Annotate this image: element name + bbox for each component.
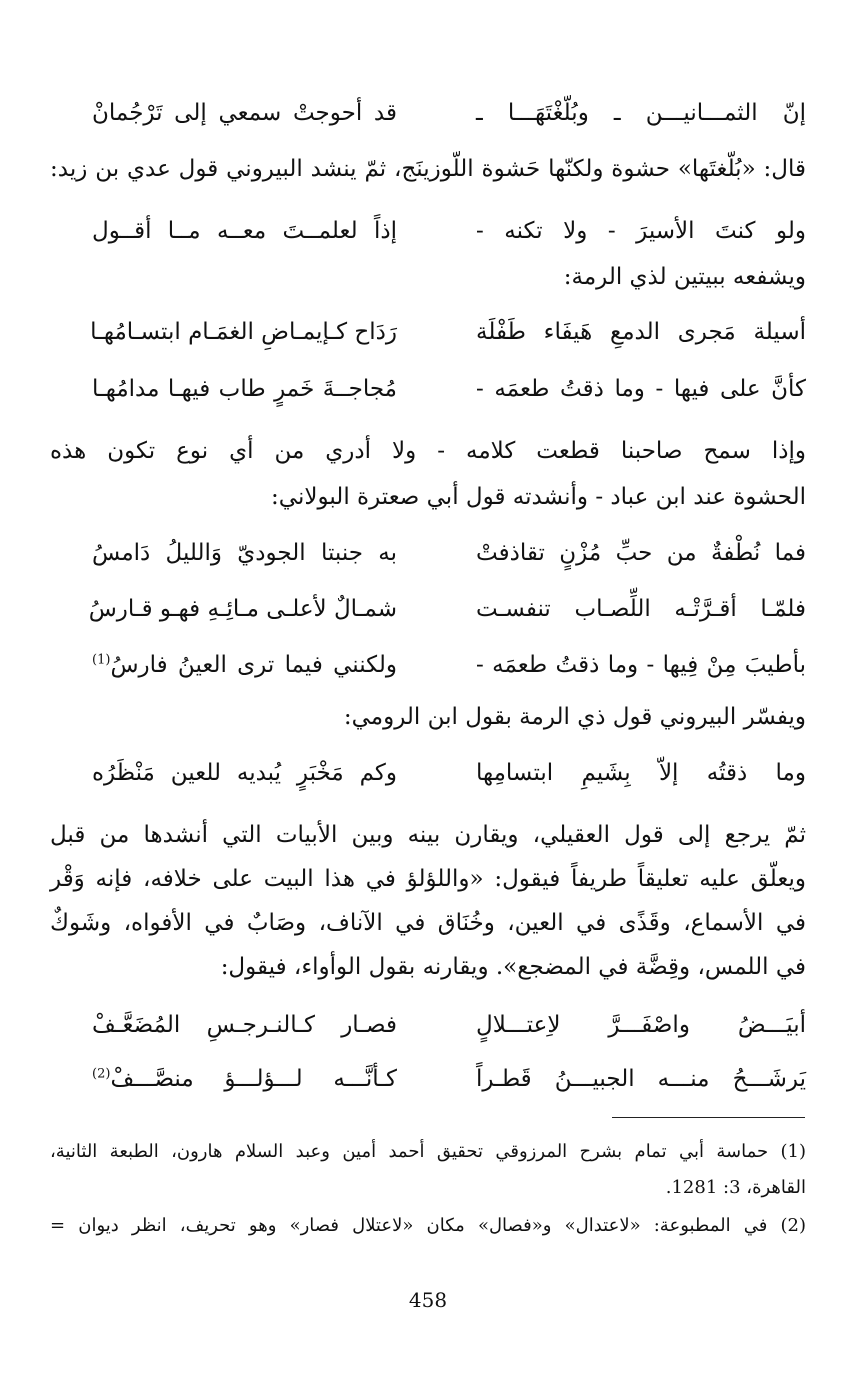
- verse-line: [0, 756, 856, 790]
- verse-second-hemistich: به جنبتا الجوديّ وَالليلُ دَامسُ: [92, 540, 397, 566]
- footnote-line: (2) في المطبوعة: «لاعتدال» و«فصال» مكان «لاعتلال فصار» وهو تحريف، انظر ديوان =: [50, 1215, 806, 1236]
- verse-first-hemistich: فلمّـا أقـرَّتْـه اللِّصـاب تنفسـت: [476, 596, 806, 622]
- prose-line: في الأسماع، وقَذًى في العين، وخُنَاق في الآناف، وصَابٌ في الأفواه، وشَوكٌ: [50, 910, 806, 936]
- verse-first-hemistich: يَرشَـــحُ منـــه الجبيـــنُ قَطـراً: [476, 1066, 806, 1092]
- page-number: 458: [408, 1288, 448, 1312]
- verse-text: كـأنَّـــه لـــؤلـــؤ منصَّـــفْ: [110, 1066, 397, 1092]
- verse-first-hemistich: بأطيبَ مِنْ فِيها - وما ذقتُ طعمَه -: [476, 652, 806, 678]
- verse-second-hemistich: فصـار كـالنـرجـسِ المُضَعَّـفْ: [92, 1012, 397, 1038]
- verse-first-hemistich: فما نُطْفةٌ من حبِّ مُزْنٍ تقاذفتْ: [476, 540, 806, 566]
- verse-line: [0, 96, 856, 130]
- footnote-line: القاهرة، 3: 1281.: [665, 1177, 806, 1198]
- prose-line: ثمّ يرجع إلى قول العقيلي، ويقارن بينه وبين الأبيات التي أنشدها من قبل: [50, 822, 806, 848]
- verse-second-hemistich: مُجاجــةَ خَمرٍ طاب فيهـا مدامُهـا: [92, 376, 397, 402]
- verse-line: [0, 372, 856, 406]
- verse-line: [0, 1008, 856, 1042]
- footnote-ref: (1): [92, 652, 111, 668]
- prose-line: في اللمس، وقِضَّة في المضجع». ويقارنه بقول الوأواء، فيقول:: [220, 954, 806, 980]
- footnote-divider: [612, 1117, 805, 1118]
- footnote-line: (1) حماسة أبي تمام بشرح المرزوقي تحقيق أحمد أمين وعبد السلام هارون، الطبعة الثانية،: [50, 1141, 806, 1162]
- verse-first-hemistich: إنّ الثمـــانيـــن ـ وبُلّغْتَهَـــا ـ: [476, 100, 806, 126]
- verse-second-hemistich: شمـالٌ لأعلـى مـائِـهِ فهـو قـارسُ: [88, 596, 397, 622]
- verse-first-hemistich: كأنَّ على فيها - وما ذقتُ طعمَه -: [476, 376, 806, 402]
- footnote-ref: (2): [92, 1066, 111, 1082]
- verse-second-hemistich: قد أحوجتْ سمعي إلى تَرْجُمانْ: [92, 100, 397, 126]
- verse-second-hemistich: [92, 1062, 397, 1096]
- verse-first-hemistich: أبيَـــضُ واصْفَـــرَّ لاِعتـــلالٍ: [476, 1012, 806, 1038]
- verse-line: [0, 536, 856, 570]
- verse-second-hemistich: وكم مَخْبَرٍ يُبديه للعين مَنْظَرُه: [92, 760, 397, 786]
- prose-line: ويفسّر البيروني قول ذي الرمة بقول ابن الرومي:: [343, 704, 806, 730]
- verse-first-hemistich: وما ذقتُه إلاّ بِشَيمِ ابتسامِها: [476, 760, 806, 786]
- verse-line: [0, 315, 856, 349]
- prose-line: وإذا سمح صاحبنا قطعت كلامه - ولا أدري من أي نوع تكون هذه: [50, 438, 806, 464]
- verse-second-hemistich: إذاً لعلمــتَ معــه مــا أقــول: [92, 218, 397, 244]
- verse-second-hemistich: [92, 648, 397, 682]
- verse-first-hemistich: أسيلة مَجرى الدمعِ هَيفَاء طَفْلَة: [476, 319, 806, 345]
- prose-line: ويشفعه ببيتين لذي الرمة:: [563, 264, 806, 290]
- prose-line: قال: «بُلّغتَها» حشوة ولكنّها حَشوة اللّوزينَج، ثمّ ينشد البيروني قول عدي بن زيد:: [50, 156, 806, 182]
- verse-line: [0, 592, 856, 626]
- verse-line: [0, 648, 856, 682]
- prose-line: الحشوة عند ابن عباد - وأنشدته قول أبي صعترة البولاني:: [271, 484, 806, 510]
- prose-line: ويعلّق عليه تعليقاً طريفاً فيقول: «واللؤلؤ في هذا البيت على خلافه، فإنه وَقْر: [50, 866, 806, 892]
- verse-line: [0, 1062, 856, 1096]
- verse-line: [0, 214, 856, 248]
- verse-text: ولكنني فيما ترى العينُ فارسُ: [110, 652, 397, 678]
- verse-second-hemistich: رَدَاح كـإيمـاضِ الغمَـام ابتسـامُهـا: [90, 319, 397, 345]
- verse-first-hemistich: ولو كنتَ الأسيرَ - ولا تكنه -: [476, 218, 806, 244]
